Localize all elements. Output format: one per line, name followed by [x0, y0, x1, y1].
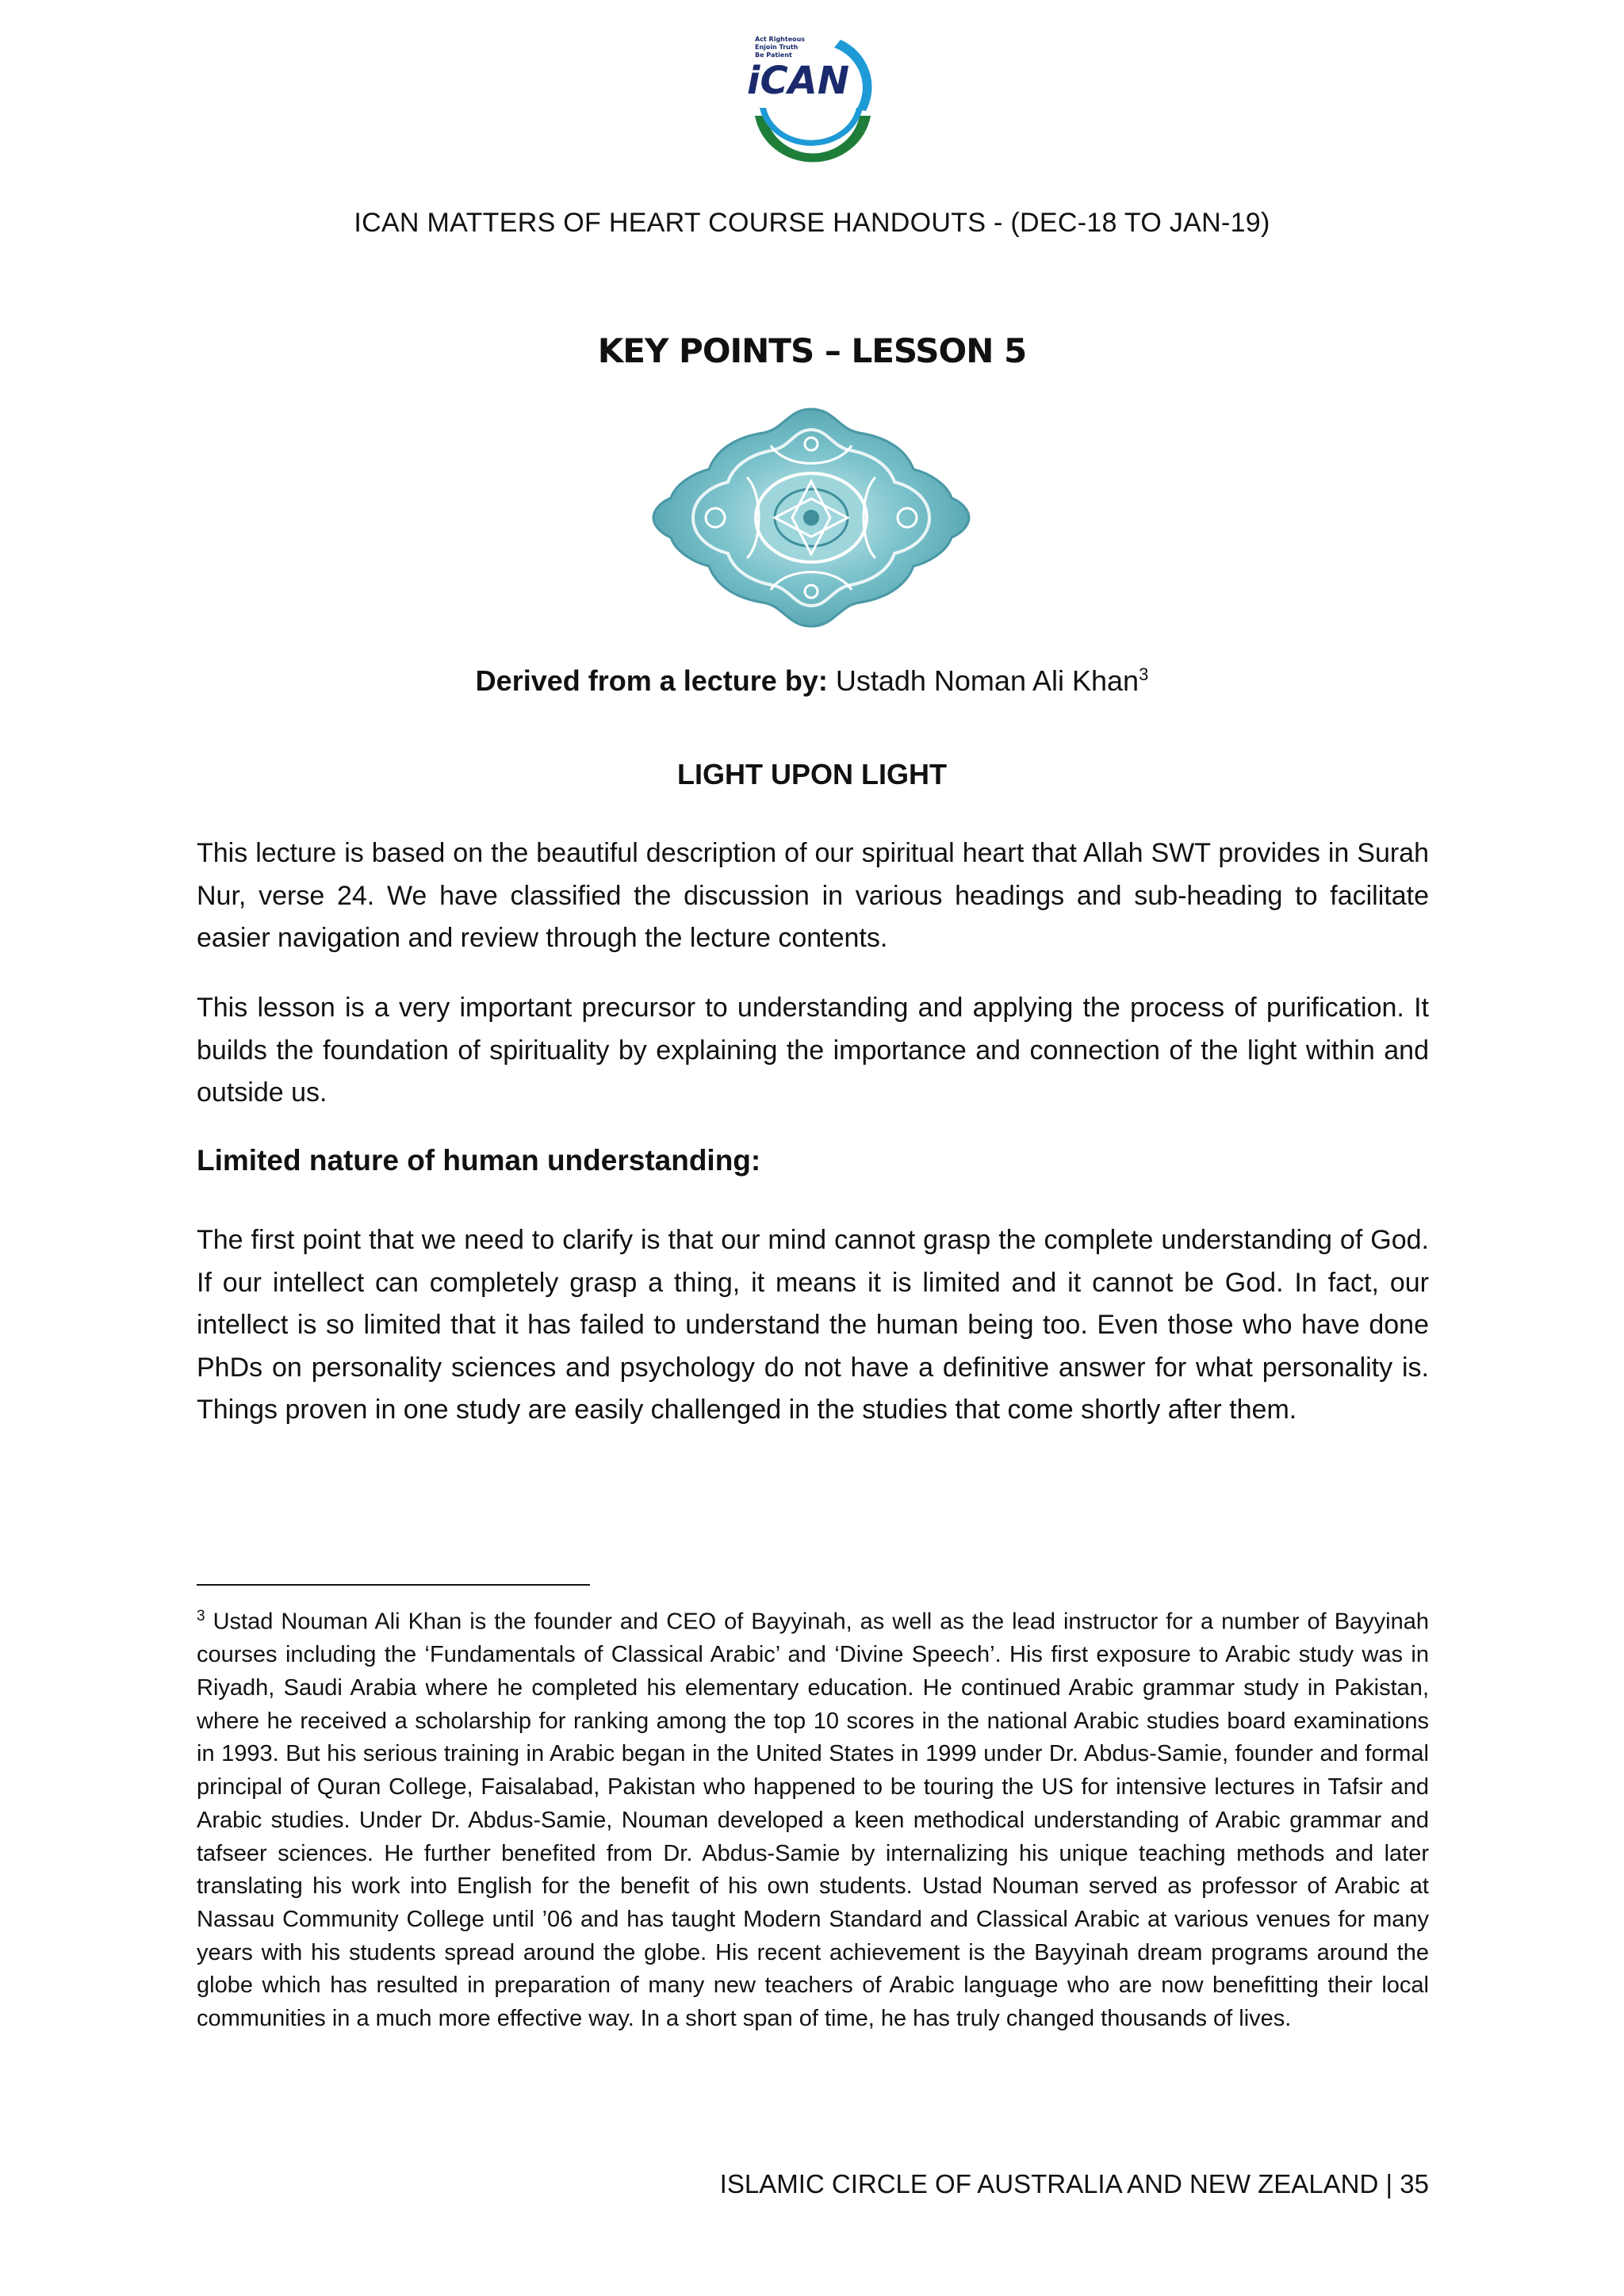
page-footer	[720, 2169, 1429, 2199]
footnote-reference: 3	[1139, 664, 1149, 684]
logo-tagline-1: Act Righteous	[755, 36, 806, 43]
section-title: LIGHT UPON LIGHT	[677, 758, 947, 790]
page-number: 35	[1400, 2169, 1429, 2198]
islamic-arabesque-icon	[652, 406, 971, 629]
logo-wordmark: iCAN	[747, 59, 849, 103]
logo-tagline-3: Be Patient	[755, 52, 792, 59]
course-header: ICAN MATTERS OF HEART COURSE HANDOUTS - (DEC-18 TO JAN-19)	[354, 208, 1270, 238]
intro-paragraph-1: This lecture is based on the beautiful description of our spiritual heart that Allah SWT provides in Surah Nur, verse 24. We have classified the discussion in various headings and sub-heading to facilitate easier navigation and review through the lecture contents.	[197, 838, 1429, 954]
footnote-number: 3	[197, 1608, 205, 1624]
intro-paragraph-2: This lesson is a very important precursor to understanding and applying the process of purification. It builds the foundation of spirituality by explaining the importance and connection of the light within and outside us.	[197, 993, 1429, 1108]
footnote-text: Ustad Nouman Ali Khan is the founder and CEO of Bayyinah, as well as the lead instructor for a number of Bayyinah courses including the ‘Fundamentals of Classical Arabic’ and ‘Divine Speech’. His first exposure to Arabic study was in Riyadh, Saudi Arabia where he completed his elementary education. He continued Arabic grammar study in Pakistan, where he received a scholarship for ranking among the top 10 scores in the national Arabic studies board examinations in 1993. But his serious training in Arabic began in the United States in 1999 under Dr. Abdus-Samie, founder and formal principal of Quran College, Faisalabad, Pakistan who happened to be touring the US for intensive lectures in Tafsir and Arabic studies. Under Dr. Abdus-Samie, Nouman developed a keen methodical understanding of Arabic grammar and tafseer sciences. He further benefited from Dr. Abdus-Samie by internalizing his unique teaching methods and later translating his work into English for the benefit of his own students. Ustad Nouman served as professor of Arabic at Nassau Community College until ’06 and has taught Modern Standard and Classical Arabic at various venues for many years with his students spread around the globe. His recent achievement is the Bayyinah dream programs around the globe which has resulted in preparation of many new teachers of Arabic language who are now benefitting their local communities in a much more effective way. In a short span of time, he has truly changed thousands of lives.	[197, 1609, 1429, 2032]
footnote-divider	[197, 1584, 590, 1586]
derived-label: Derived from a lecture by:	[475, 664, 828, 697]
body-paragraph: The first point that we need to clarify is that our mind cannot grasp the complete understanding of God. If our intellect can completely grasp a thing, it means it is limited and it cannot be God. In fact, our intellect is so limited that it has failed to understand the human being too. Even those who have done PhDs on personality sciences and psychology do not have a definitive answer for what personality is. Things proven in one study are easily challenged in the studies that come shortly after them.	[197, 1225, 1429, 1425]
footer-organization: ISLAMIC CIRCLE OF AUSTRALIA AND NEW ZEALAND	[719, 2169, 1379, 2198]
logo-tagline-2: Enjoin Truth	[755, 44, 799, 51]
ican-logo	[737, 30, 887, 174]
lecturer-name: Ustadh Noman Ali Khan	[835, 664, 1139, 697]
footnote	[197, 1600, 1429, 2036]
footer-separator: |	[1385, 2169, 1393, 2198]
lesson-title: KEY POINTS – LESSON 5	[597, 331, 1027, 370]
lecture-attribution	[0, 664, 1624, 698]
subheading: Limited nature of human understanding:	[197, 1144, 761, 1177]
